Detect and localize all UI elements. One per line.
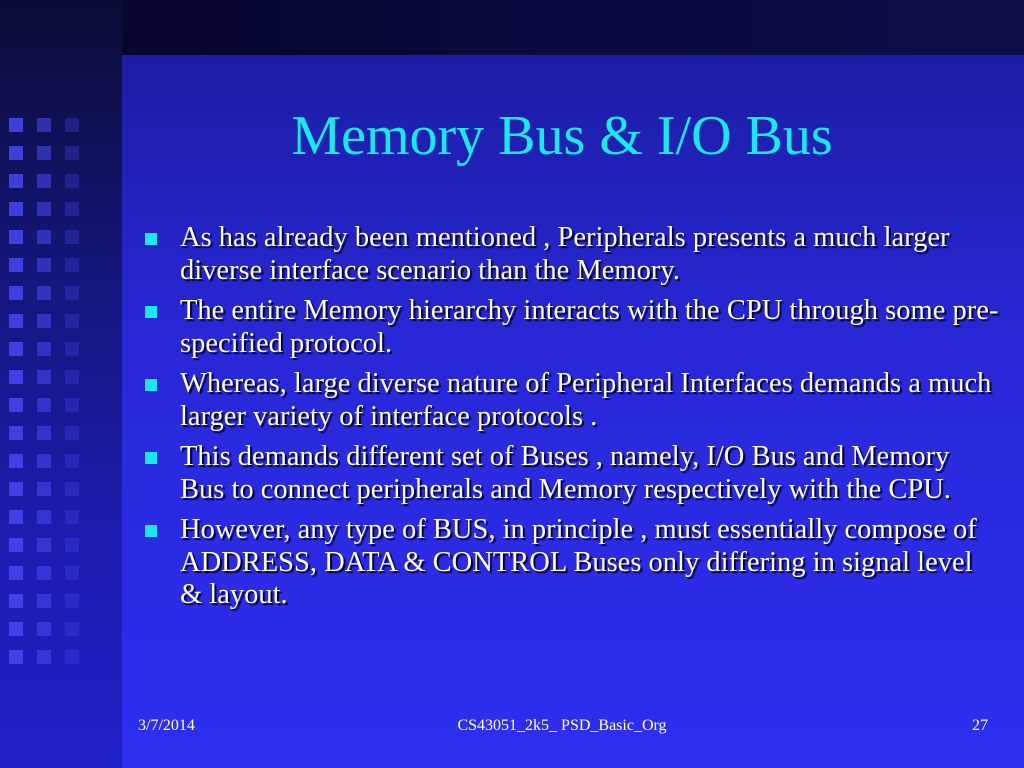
bullet-text: However, any type of BUS, in principle , must essentially compose of ADDRESS, DATA & CONTROL Buses only differing in signal level & layout. xyxy=(180,514,977,610)
decorative-square xyxy=(65,230,79,244)
decorative-square xyxy=(65,146,79,160)
decorative-square xyxy=(65,258,79,272)
decorative-square xyxy=(37,314,51,328)
bullet-text: Whereas, large diverse nature of Peripheral Interfaces demands a much larger variety of interface protocols . xyxy=(180,368,992,432)
decorative-square xyxy=(37,146,51,160)
footer-course-label: CS43051_2k5_ PSD_Basic_Org xyxy=(457,717,667,734)
decorative-square xyxy=(65,314,79,328)
square-bullet-icon xyxy=(145,525,157,537)
decorative-square xyxy=(9,202,23,216)
decorative-square xyxy=(37,342,51,356)
decorative-square xyxy=(65,454,79,468)
top-dark-band xyxy=(0,0,1024,55)
left-dark-band xyxy=(0,0,122,768)
decorative-square xyxy=(9,594,23,608)
decorative-square xyxy=(9,174,23,188)
decorative-square xyxy=(65,286,79,300)
decorative-square xyxy=(37,286,51,300)
decorative-square xyxy=(37,510,51,524)
bullet-item xyxy=(140,222,1000,287)
decorative-square xyxy=(65,594,79,608)
decorative-square xyxy=(65,174,79,188)
bullet-text: This demands different set of Buses , namely, I/O Bus and Memory Bus to connect peripherals and Memory respectively with the CPU. xyxy=(180,441,951,505)
decorative-square xyxy=(37,174,51,188)
decorative-square-grid xyxy=(9,118,61,678)
decorative-square xyxy=(9,230,23,244)
decorative-square xyxy=(9,538,23,552)
decorative-square xyxy=(37,398,51,412)
decorative-square xyxy=(37,566,51,580)
decorative-square xyxy=(65,426,79,440)
square-bullet-icon xyxy=(145,379,157,391)
bullet-item xyxy=(140,368,1000,433)
decorative-square xyxy=(9,146,23,160)
decorative-square xyxy=(9,258,23,272)
decorative-square xyxy=(37,370,51,384)
bullet-text: As has already been mentioned , Peripherals presents a much larger diverse interface scenario than the Memory. xyxy=(180,222,950,286)
square-bullet-icon xyxy=(145,452,157,464)
decorative-square xyxy=(65,398,79,412)
decorative-square xyxy=(37,202,51,216)
decorative-square xyxy=(9,426,23,440)
decorative-square xyxy=(37,230,51,244)
decorative-square xyxy=(9,566,23,580)
decorative-square xyxy=(9,118,23,132)
decorative-square xyxy=(65,202,79,216)
decorative-square xyxy=(65,566,79,580)
decorative-square xyxy=(9,622,23,636)
decorative-square xyxy=(65,622,79,636)
bullet-text: The entire Memory hierarchy interacts with the CPU through some pre-specified protocol. xyxy=(180,295,999,359)
decorative-square xyxy=(9,650,23,664)
decorative-square xyxy=(65,510,79,524)
decorative-square xyxy=(37,538,51,552)
footer-page-number: 27 xyxy=(972,717,988,734)
decorative-square xyxy=(37,118,51,132)
decorative-square xyxy=(65,538,79,552)
decorative-square xyxy=(37,482,51,496)
decorative-square xyxy=(65,650,79,664)
decorative-square xyxy=(9,510,23,524)
bullet-item xyxy=(140,514,1000,612)
decorative-square xyxy=(9,342,23,356)
decorative-square xyxy=(65,118,79,132)
slide-title: Memory Bus & I/O Bus xyxy=(291,105,833,167)
decorative-square xyxy=(9,454,23,468)
square-bullet-icon xyxy=(145,233,157,245)
square-bullet-icon xyxy=(145,306,157,318)
decorative-square xyxy=(65,342,79,356)
decorative-square xyxy=(65,482,79,496)
bullet-list xyxy=(140,222,1000,620)
decorative-square xyxy=(37,650,51,664)
decorative-square xyxy=(37,454,51,468)
decorative-square xyxy=(9,314,23,328)
decorative-square xyxy=(37,426,51,440)
decorative-square xyxy=(37,622,51,636)
bullet-item xyxy=(140,441,1000,506)
decorative-square xyxy=(37,594,51,608)
decorative-square xyxy=(9,482,23,496)
footer-date: 3/7/2014 xyxy=(138,717,195,734)
decorative-square xyxy=(37,258,51,272)
decorative-square xyxy=(65,370,79,384)
bullet-item xyxy=(140,295,1000,360)
decorative-square xyxy=(9,286,23,300)
decorative-square xyxy=(9,370,23,384)
decorative-square xyxy=(9,398,23,412)
